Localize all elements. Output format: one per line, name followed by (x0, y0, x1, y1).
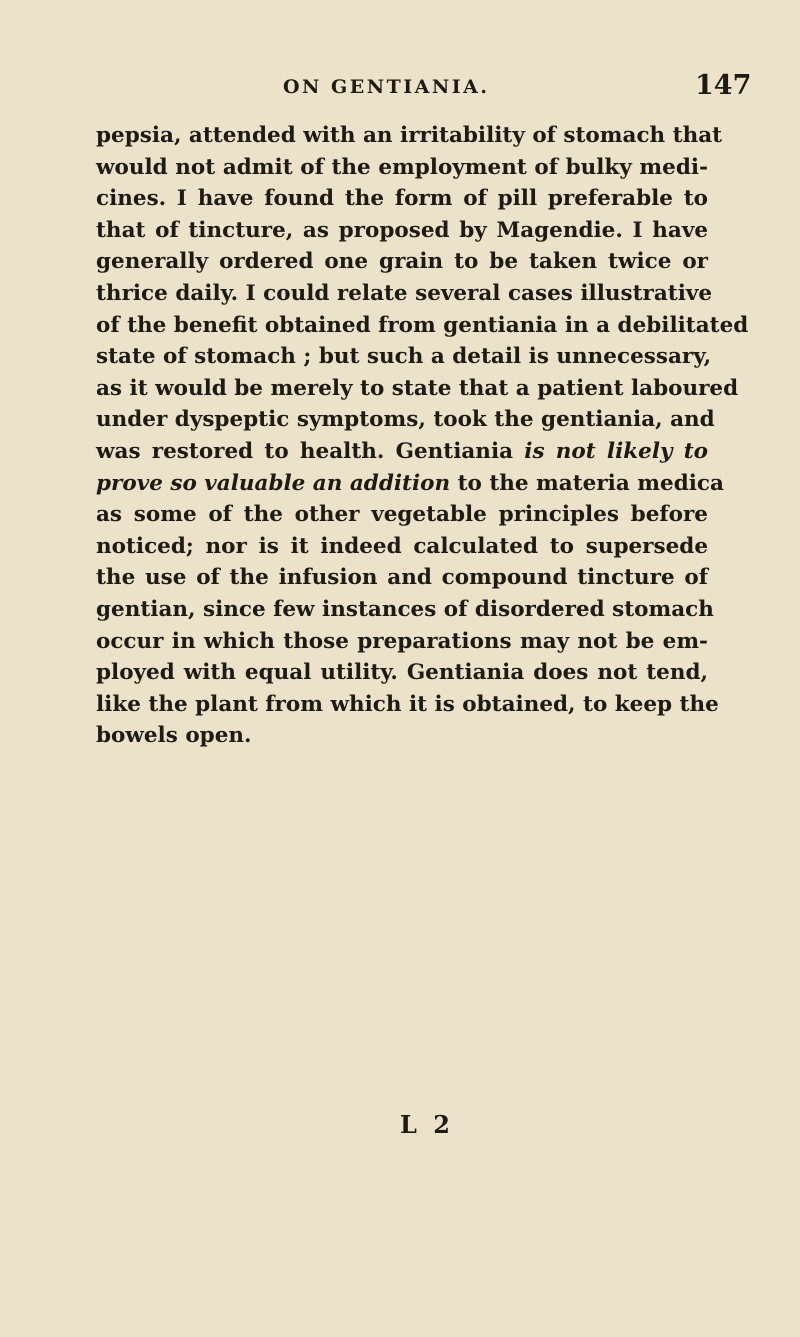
text-line (96, 341, 712, 373)
text-line (96, 689, 719, 721)
text-segment: thrice daily. I could relate several cases illustrative (96, 280, 713, 306)
text-segment: to the materia medica (450, 470, 724, 496)
text-segment: occur in which those preparations may not be em- (96, 628, 708, 654)
body-text (96, 120, 749, 752)
text-segment: gentian, since few instances of disordered stomach (96, 596, 714, 622)
text-line (96, 562, 708, 594)
text-line (96, 499, 708, 531)
text-line (96, 246, 708, 278)
italic-text: is not likely to (524, 438, 708, 464)
text-line (96, 404, 715, 436)
text-line (96, 310, 749, 342)
text-line (96, 594, 714, 626)
text-line (96, 436, 708, 468)
text-line (96, 278, 713, 310)
text-segment: that of tincture, as proposed by Magendie. I have (96, 217, 708, 243)
text-segment: bowels open. (96, 723, 252, 749)
text-segment: pepsia, attended with an irritability of stomach that (96, 123, 723, 148)
text-segment: generally ordered one grain to be taken twice or (96, 249, 708, 275)
text-segment: as some of the other vegetable principles before (96, 502, 708, 528)
text-segment: like the plant from which it is obtained, to keep the (96, 691, 719, 717)
running-head (0, 70, 800, 104)
signature-mark: L 2 (400, 1110, 454, 1139)
text-segment: state of stomach ; but such a detail is unnecessary, (96, 344, 712, 370)
text-segment: would not admit of the employment of bulky medi- (96, 154, 708, 180)
text-line (96, 468, 724, 500)
text-segment: cines. I have found the form of pill preferable to (96, 186, 708, 212)
text-line (96, 720, 708, 752)
text-line (96, 626, 708, 658)
text-line (96, 531, 708, 563)
text-line (96, 657, 708, 689)
text-line (96, 215, 708, 247)
text-segment: ployed with equal utility. Gentiania does not tend, (96, 660, 708, 686)
page-number: 147 (695, 70, 752, 101)
text-segment: the use of the infusion and compound tincture of (96, 565, 708, 591)
text-line (96, 120, 723, 152)
text-segment: as it would be merely to state that a patient laboured (96, 375, 739, 401)
text-segment: under dyspeptic symptoms, took the gentiania, and (96, 407, 715, 433)
text-segment: was restored to health. Gentiania (96, 438, 525, 464)
italic-text: prove so valuable an addition (96, 470, 451, 496)
text-segment: noticed; nor is it indeed calculated to supersede (96, 533, 708, 559)
text-segment: of the benefit obtained from gentiania in a debilitated (96, 312, 749, 338)
text-line (96, 373, 739, 405)
text-line (96, 152, 708, 184)
text-line (96, 183, 708, 215)
running-title: ON GENTIANIA. (283, 76, 490, 98)
